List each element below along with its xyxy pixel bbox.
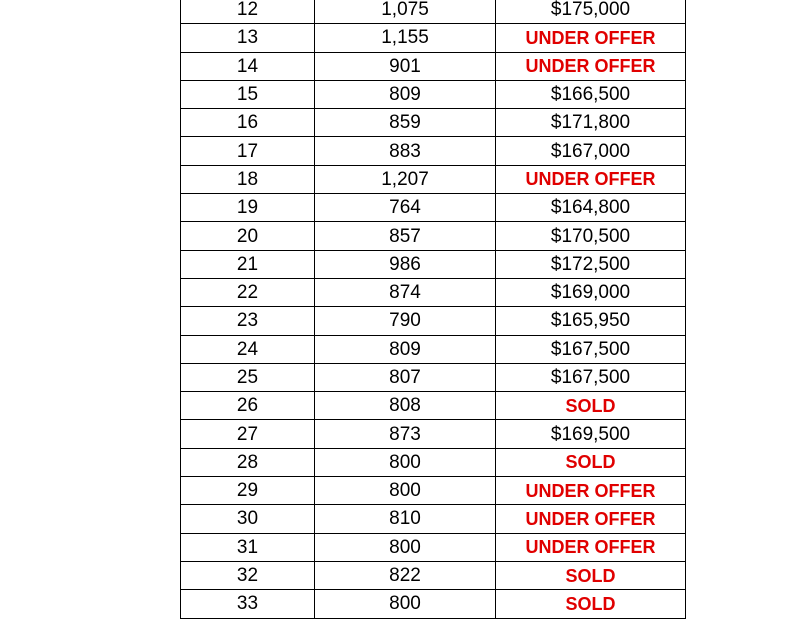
lot-number-cell: 33 — [181, 590, 315, 618]
lot-size-cell: 809 — [315, 80, 496, 108]
lot-number-cell: 18 — [181, 165, 315, 193]
lot-number-cell: 20 — [181, 222, 315, 250]
lot-size-cell: 800 — [315, 448, 496, 476]
lot-number-cell: 28 — [181, 448, 315, 476]
lot-size-cell: 800 — [315, 590, 496, 618]
lot-number-cell: 12 — [181, 0, 315, 24]
status-cell: SOLD — [496, 561, 686, 589]
table-row — [181, 448, 686, 476]
lot-size-cell: 874 — [315, 278, 496, 306]
lot-number-cell: 23 — [181, 307, 315, 335]
table-row — [181, 335, 686, 363]
lot-table-body — [181, 0, 686, 618]
table-row — [181, 137, 686, 165]
status-cell: UNDER OFFER — [496, 24, 686, 52]
lot-number-cell: 25 — [181, 363, 315, 391]
price-cell: $167,500 — [496, 335, 686, 363]
lot-size-cell: 800 — [315, 477, 496, 505]
lot-size-cell: 822 — [315, 561, 496, 589]
status-cell: UNDER OFFER — [496, 477, 686, 505]
table-row — [181, 505, 686, 533]
lot-size-cell: 883 — [315, 137, 496, 165]
table-row — [181, 222, 686, 250]
lot-size-cell: 800 — [315, 533, 496, 561]
price-cell: $164,800 — [496, 194, 686, 222]
lot-number-cell: 26 — [181, 392, 315, 420]
lot-size-cell: 873 — [315, 420, 496, 448]
table-row — [181, 363, 686, 391]
table-row — [181, 24, 686, 52]
table-row — [181, 250, 686, 278]
status-cell: UNDER OFFER — [496, 52, 686, 80]
lot-size-cell: 807 — [315, 363, 496, 391]
lot-size-cell: 857 — [315, 222, 496, 250]
lot-size-cell: 790 — [315, 307, 496, 335]
lot-number-cell: 17 — [181, 137, 315, 165]
table-row — [181, 590, 686, 618]
table-row — [181, 561, 686, 589]
lot-size-cell: 901 — [315, 52, 496, 80]
lot-number-cell: 31 — [181, 533, 315, 561]
table-row — [181, 165, 686, 193]
price-cell: $169,500 — [496, 420, 686, 448]
table-row — [181, 194, 686, 222]
lot-number-cell: 21 — [181, 250, 315, 278]
status-cell: SOLD — [496, 392, 686, 420]
price-cell: $165,950 — [496, 307, 686, 335]
lot-number-cell: 24 — [181, 335, 315, 363]
lot-size-cell: 809 — [315, 335, 496, 363]
table-row — [181, 0, 686, 24]
price-cell: $175,000 — [496, 0, 686, 24]
lot-number-cell: 19 — [181, 194, 315, 222]
lot-size-cell: 764 — [315, 194, 496, 222]
lot-size-cell: 810 — [315, 505, 496, 533]
lot-size-cell: 808 — [315, 392, 496, 420]
lot-size-cell: 986 — [315, 250, 496, 278]
lot-number-cell: 22 — [181, 278, 315, 306]
status-cell: SOLD — [496, 590, 686, 618]
table-row — [181, 109, 686, 137]
lot-number-cell: 14 — [181, 52, 315, 80]
table-row — [181, 420, 686, 448]
table-row — [181, 52, 686, 80]
price-cell: $166,500 — [496, 80, 686, 108]
price-cell: $167,500 — [496, 363, 686, 391]
price-cell: $167,000 — [496, 137, 686, 165]
price-cell: $172,500 — [496, 250, 686, 278]
lot-size-cell: 1,075 — [315, 0, 496, 24]
lot-number-cell: 16 — [181, 109, 315, 137]
table-row — [181, 80, 686, 108]
price-cell: $171,800 — [496, 109, 686, 137]
lot-number-cell: 27 — [181, 420, 315, 448]
lot-number-cell: 32 — [181, 561, 315, 589]
lot-number-cell: 15 — [181, 80, 315, 108]
table-row — [181, 477, 686, 505]
lot-price-table — [180, 0, 686, 619]
table-row — [181, 278, 686, 306]
lot-number-cell: 13 — [181, 24, 315, 52]
status-cell: UNDER OFFER — [496, 505, 686, 533]
status-cell: UNDER OFFER — [496, 165, 686, 193]
lot-number-cell: 30 — [181, 505, 315, 533]
table-row — [181, 307, 686, 335]
lot-size-cell: 1,155 — [315, 24, 496, 52]
status-cell: UNDER OFFER — [496, 533, 686, 561]
lot-size-cell: 1,207 — [315, 165, 496, 193]
lot-size-cell: 859 — [315, 109, 496, 137]
price-cell: $169,000 — [496, 278, 686, 306]
status-cell: SOLD — [496, 448, 686, 476]
table-row — [181, 392, 686, 420]
price-cell: $170,500 — [496, 222, 686, 250]
lot-number-cell: 29 — [181, 477, 315, 505]
table-row — [181, 533, 686, 561]
